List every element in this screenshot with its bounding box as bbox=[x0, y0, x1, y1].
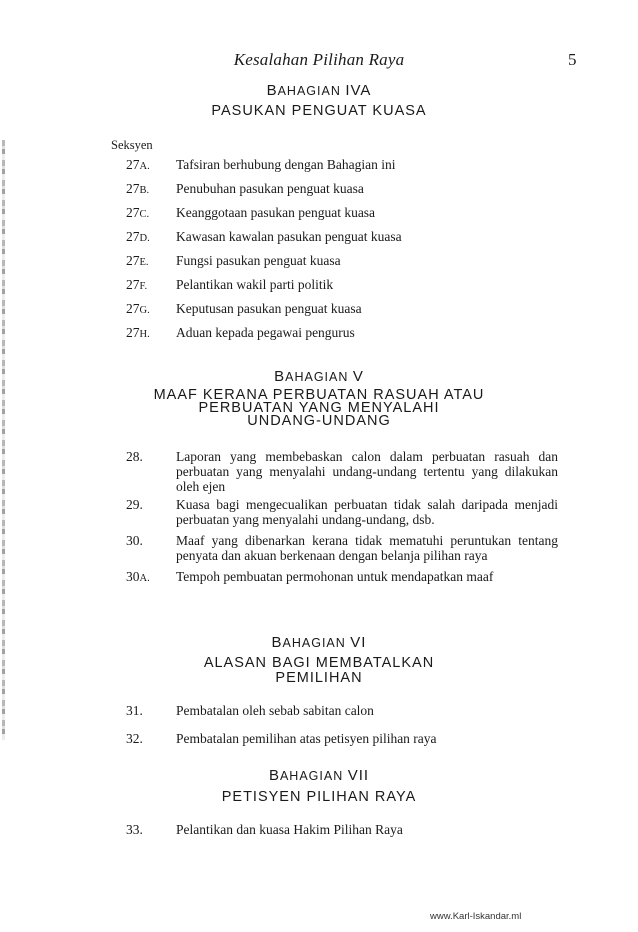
section-text: Keanggotaan pasukan penguat kuasa bbox=[176, 205, 376, 220]
section-number: 27F. bbox=[126, 277, 148, 292]
section-number: 27A. bbox=[126, 157, 150, 172]
running-title: Kesalahan Pilihan Raya bbox=[233, 50, 405, 69]
part-label-vii: BAHAGIAN VII bbox=[268, 767, 370, 784]
section-text: Pelantikan dan kuasa Hakim Pilihan Raya bbox=[176, 822, 403, 837]
section-number: 30A. bbox=[126, 569, 150, 584]
section-text: Kawasan kawalan pasukan penguat kuasa bbox=[176, 229, 402, 244]
section-text: Tempoh pembuatan permohonan untuk mendapatkan maaf bbox=[176, 569, 494, 584]
part-label-vi: BAHAGIAN VI bbox=[271, 634, 367, 651]
section-number: 27E. bbox=[126, 253, 149, 268]
part-title-vi-line-2: PEMILIHAN bbox=[275, 670, 363, 686]
section-text: Fungsi pasukan penguat kuasa bbox=[176, 253, 341, 268]
section-number: 27G. bbox=[126, 301, 150, 316]
section-number: 32. bbox=[126, 731, 143, 746]
section-text: Maaf yang dibenarkan kerana tidak mematuhi peruntukan tentang penyata dan akuan berkenaan dengan belanja pilihan raya bbox=[176, 533, 558, 563]
section-text: Laporan yang membebaskan calon dalam perbuatan rasuah dan perbuatan yang menyalahi undang-undang tertentu yang dilakukan oleh ejen bbox=[176, 449, 558, 494]
part-title-v-line-1: MAAF KERANA PERBUATAN RASUAH ATAU bbox=[153, 387, 485, 403]
section-number: 28. bbox=[126, 449, 143, 464]
section-number: 30. bbox=[126, 533, 143, 548]
part-title-v-line-2: PERBUATAN YANG MENYALAHI bbox=[198, 400, 440, 416]
section-text: Keputusan pasukan penguat kuasa bbox=[176, 301, 362, 316]
section-text: Kuasa bagi mengecualikan perbuatan tidak salah daripada menjadi perbuatan yang menyalahi undang-undang, dsb. bbox=[176, 497, 558, 527]
section-text: Aduan kepada pegawai pengurus bbox=[176, 325, 355, 340]
section-number: 29. bbox=[126, 497, 143, 512]
part-label-iva: BAHAGIAN IVA bbox=[266, 82, 372, 99]
part-title-vi-line-1: ALASAN BAGI MEMBATALKAN bbox=[203, 655, 435, 671]
section-number: 31. bbox=[126, 703, 143, 718]
part-title-iva: PASUKAN PENGUAT KUASA bbox=[211, 103, 427, 119]
section-number: 27H. bbox=[126, 325, 150, 340]
section-text: Pembatalan pemilihan atas petisyen pilihan raya bbox=[176, 731, 437, 746]
section-text: Penubuhan pasukan penguat kuasa bbox=[176, 181, 364, 196]
page-number: 5 bbox=[568, 50, 577, 69]
section-number: 27D. bbox=[126, 229, 150, 244]
part-label-v: BAHAGIAN V bbox=[274, 368, 364, 385]
seksyen-label: Seksyen bbox=[111, 138, 153, 152]
section-number: 27C. bbox=[126, 205, 150, 220]
watermark: www.Karl-Iskandar.ml bbox=[430, 911, 522, 922]
part-title-vii: PETISYEN PILIHAN RAYA bbox=[221, 789, 417, 805]
section-text: Tafsiran berhubung dengan Bahagian ini bbox=[176, 157, 396, 172]
section-text: Pelantikan wakil parti politik bbox=[176, 277, 334, 292]
part-title-v-line-3: UNDANG-UNDANG bbox=[247, 413, 391, 429]
section-number: 33. bbox=[126, 822, 143, 837]
section-number: 27B. bbox=[126, 181, 150, 196]
section-text: Pembatalan oleh sebab sabitan calon bbox=[176, 703, 374, 718]
